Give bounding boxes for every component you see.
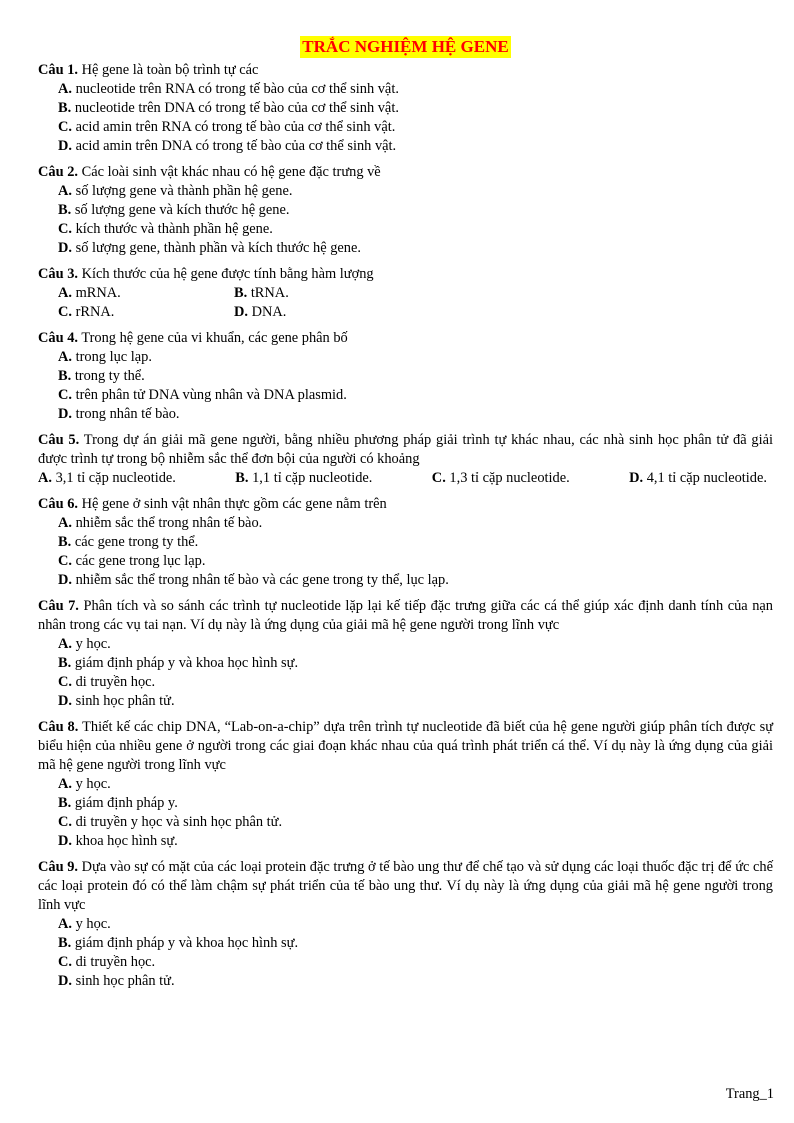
question-stem [38,431,773,469]
option-row [38,469,773,488]
option-text: giám định pháp y và khoa học hình sự. [74,935,299,951]
option-c [58,303,234,322]
option-text: y học. [75,776,111,792]
question-text: Phân tích và so sánh các trình tự nucleotide lặp lại kế tiếp đặc trưng giữa các cá thể giúp xác định danh tính của nạn nhân trong các vụ tai nạn. Ví dụ này là ứng dụng của giải mã hệ gene người trong lĩnh vực [38,598,773,633]
option-letter: A. [58,81,72,97]
option-b [234,284,410,303]
option-c [38,386,773,405]
question-number: Câu 3. [38,266,78,282]
option-b [235,469,372,488]
option-text: rRNA. [75,304,115,320]
option-c [38,813,773,832]
option-letter: A. [38,470,52,486]
option-d [38,137,773,156]
option-letter: B. [58,368,72,384]
option-d [38,239,773,258]
question-7 [38,597,773,711]
option-letter: D. [58,693,72,709]
option-letter: D. [58,833,72,849]
question-stem [38,495,773,514]
question-6 [38,495,773,590]
option-text: số lượng gene và thành phần hệ gene. [75,183,293,199]
option-b [38,934,773,953]
option-text: trên phân tử DNA vùng nhân và DNA plasmid. [75,387,347,403]
option-text: y học. [75,916,111,932]
option-letter: D. [629,470,644,486]
option-letter: C. [58,553,72,569]
option-letter: A. [58,285,72,301]
option-letter: B. [58,795,72,811]
option-letter: D. [234,304,248,320]
option-text: số lượng gene và kích thước hệ gene. [74,202,290,218]
option-text: tRNA. [250,285,289,301]
option-a [38,348,773,367]
option-letter: A. [58,776,72,792]
option-letter: C. [58,221,72,237]
question-number: Câu 9. [38,859,79,875]
option-letter: A. [58,916,72,932]
option-text: các gene trong lục lạp. [75,553,206,569]
option-row [38,303,773,322]
question-8 [38,718,773,851]
question-stem [38,597,773,635]
question-text: Các loài sinh vật khác nhau có hệ gene đặc trưng về [81,164,381,180]
option-b [38,533,773,552]
option-letter: A. [58,636,72,652]
option-text: giám định pháp y. [74,795,178,811]
option-letter: C. [58,674,72,690]
option-text: 4,1 tỉ cặp nucleotide. [646,470,767,486]
question-text: Thiết kế các chip DNA, “Lab-on-a-chip” dựa trên trình tự nucleotide đã biết của hệ gene người giúp phân tích được sự biểu hiện của nhiều gene ở người trong các giai đoạn khác nhau của quá trình phát triển cá thể. Ví dụ này là ứng dụng của giải mã hệ gene người trong lĩnh vực [38,719,774,773]
question-stem [38,858,773,915]
option-letter: B. [58,100,72,116]
option-letter: B. [58,655,72,671]
option-text: giám định pháp y và khoa học hình sự. [74,655,299,671]
question-text: Trong hệ gene của vi khuẩn, các gene phân bố [81,330,348,346]
option-text: 3,1 tỉ cặp nucleotide. [55,470,176,486]
option-letter: B. [234,285,248,301]
option-a [38,915,773,934]
question-5 [38,431,773,488]
page-number: Trang_1 [725,1086,774,1102]
question-9 [38,858,773,991]
option-letter: C. [431,470,446,486]
option-letter: D. [58,406,72,422]
option-text: mRNA. [75,285,121,301]
option-text: di truyền học. [75,674,156,690]
question-number: Câu 1. [38,62,78,78]
option-text: acid amin trên RNA có trong tế bào của cơ thể sinh vật. [75,119,396,135]
question-text: Dựa vào sự có mặt của các loại protein đặc trưng ở tế bào ung thư để chế tạo và sử dụng các loại thuốc đặc trị để ức chế các loại protein đó có thể làm chậm sự phát triển của tế bào ung thư. Ví dụ này là ứng dụng của giải mã hệ gene người trong lĩnh vực [38,859,773,913]
question-3 [38,265,773,322]
option-text: trong nhân tế bào. [75,406,180,422]
option-letter: C. [58,119,72,135]
option-text: acid amin trên DNA có trong tế bào của cơ thể sinh vật. [75,138,397,154]
option-text: nhiễm sắc thể trong nhân tế bào và các gene trong ty thể, lục lạp. [75,572,449,588]
option-d [38,405,773,424]
option-letter: D. [58,572,72,588]
option-d [38,571,773,590]
option-b [38,99,773,118]
title-row [38,36,773,58]
option-a [38,80,773,99]
option-c [38,118,773,137]
option-letter: C. [58,954,72,970]
option-a [38,775,773,794]
page-title: TRẮC NGHIỆM HỆ GENE [302,37,509,56]
option-d [38,972,773,991]
option-text: y học. [75,636,111,652]
option-a [38,514,773,533]
option-text: các gene trong ty thể. [74,534,199,550]
option-text: 1,1 tỉ cặp nucleotide. [252,470,373,486]
option-letter: A. [58,515,72,531]
option-text: nucleotide trên DNA có trong tế bào của cơ thể sinh vật. [74,100,399,116]
option-text: DNA. [251,304,287,320]
worksheet-page [38,36,773,998]
option-text: trong ty thể. [74,368,145,384]
question-text: Hệ gene ở sinh vật nhân thực gồm các gene nằm trên [81,496,387,512]
option-letter: B. [235,470,249,486]
option-d [38,832,773,851]
option-text: trong lục lạp. [75,349,152,365]
option-text: sinh học phân tử. [75,693,175,709]
option-a [58,284,234,303]
option-c [38,220,773,239]
question-number: Câu 8. [38,719,79,735]
question-1 [38,61,773,156]
question-4 [38,329,773,424]
option-text: khoa học hình sự. [75,833,178,849]
option-letter: C. [58,304,72,320]
option-text: số lượng gene, thành phần và kích thước hệ gene. [75,240,361,256]
option-letter: D. [58,138,72,154]
question-text: Hệ gene là toàn bộ trình tự các [81,62,259,78]
question-stem [38,718,773,775]
option-row [38,284,773,303]
option-text: di truyền y học và sinh học phân tử. [75,814,283,830]
option-c [38,552,773,571]
option-letter: C. [58,387,72,403]
option-letter: B. [58,202,72,218]
option-text: kích thước và thành phần hệ gene. [75,221,273,237]
option-a [38,182,773,201]
option-a [38,469,176,488]
option-b [38,367,773,386]
option-letter: A. [58,349,72,365]
option-letter: C. [58,814,72,830]
question-stem [38,61,773,80]
question-stem [38,265,773,284]
question-number: Câu 7. [38,598,79,614]
option-letter: A. [58,183,72,199]
option-text: 1,3 tỉ cặp nucleotide. [449,470,570,486]
option-letter: B. [58,935,72,951]
question-text: Kích thước của hệ gene được tính bằng hàm lượng [81,266,374,282]
option-c [432,469,570,488]
option-c [38,953,773,972]
question-stem [38,163,773,182]
question-number: Câu 5. [38,432,80,448]
option-text: di truyền học. [75,954,156,970]
option-b [38,794,773,813]
option-b [38,654,773,673]
option-letter: D. [58,973,72,989]
option-text: nucleotide trên RNA có trong tế bào của cơ thể sinh vật. [75,81,399,97]
option-text: nhiễm sắc thể trong nhân tế bào. [75,515,263,531]
option-letter: B. [58,534,72,550]
option-text: sinh học phân tử. [75,973,175,989]
option-a [38,635,773,654]
question-text: Trong dự án giải mã gene người, bằng nhiều phương pháp giải trình tự khác nhau, các nhà sinh học phân tử đã giải được trình tự trong bộ nhiễm sắc thể đơn bội của người có khoảng [38,432,773,467]
question-stem [38,329,773,348]
option-d [234,303,410,322]
option-d [629,469,767,488]
question-number: Câu 4. [38,330,78,346]
question-number: Câu 6. [38,496,78,512]
option-c [38,673,773,692]
option-letter: D. [58,240,72,256]
question-2 [38,163,773,258]
question-number: Câu 2. [38,164,78,180]
option-b [38,201,773,220]
option-d [38,692,773,711]
